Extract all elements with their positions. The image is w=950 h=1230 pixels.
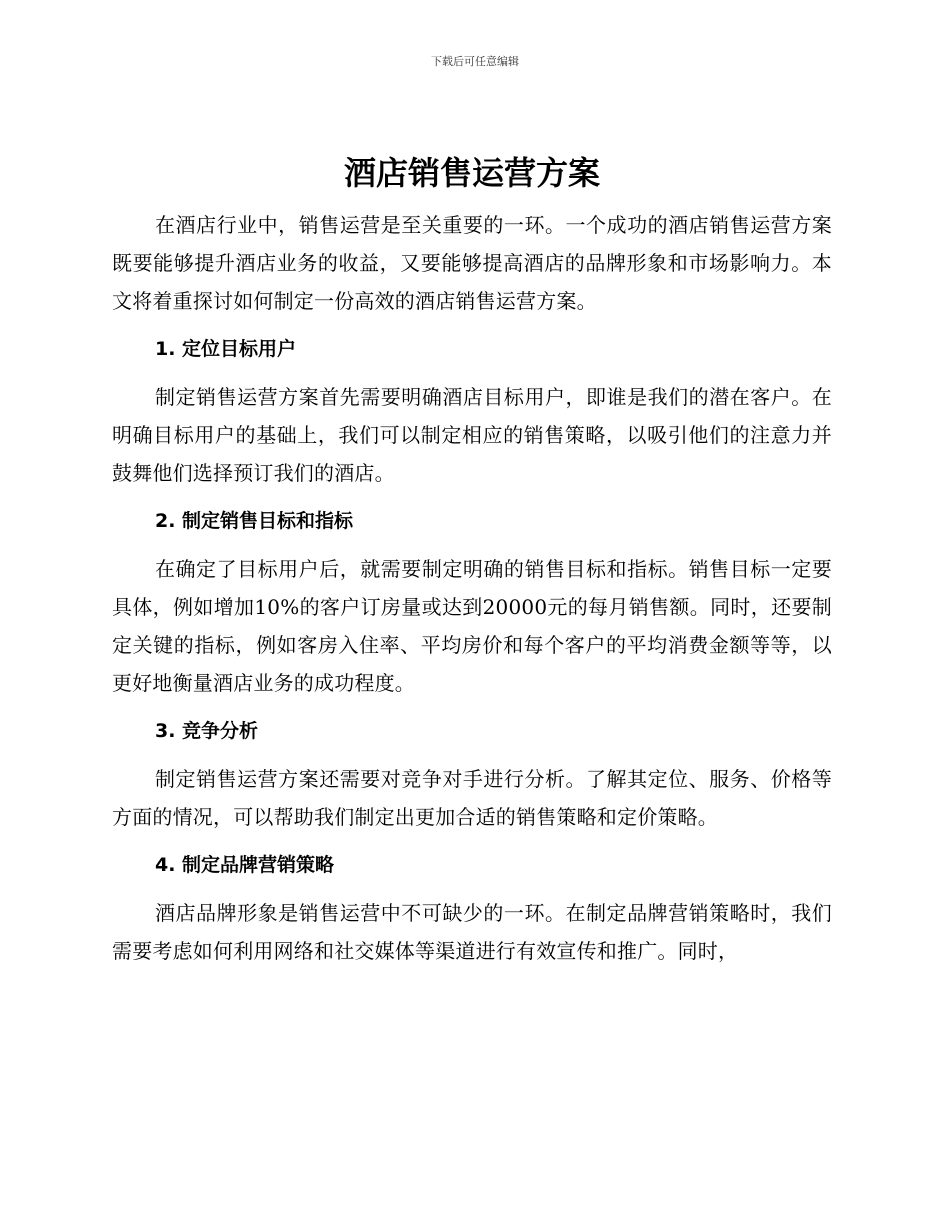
- section-paragraph-1: 制定销售运营方案首先需要明确酒店目标用户，即谁是我们的潜在客户。在明确目标用户的基础上，我们可以制定相应的销售策略，以吸引他们的注意力并鼓舞他们选择预订我们的酒店。: [112, 385, 832, 485]
- section-paragraph-2: 在确定了目标用户后，就需要制定明确的销售目标和指标。销售目标一定要具体，例如增加10%的客户订房量或达到20000元的每月销售额。同时，还要制定关键的指标，例如客房入住率、平均房价和每个客户的平均消费金额等等，以更好地衡量酒店业务的成功程度。: [112, 557, 832, 695]
- page-header-note: 下载后可任意编辑: [431, 55, 519, 68]
- section-heading-3: 3. 竞争分析: [155, 720, 259, 742]
- section-paragraph-3: 制定销售运营方案还需要对竞争对手进行分析。了解其定位、服务、价格等方面的情况，可以帮助我们制定出更加合适的销售策略和定价策略。: [112, 767, 832, 829]
- document-title: 酒店销售运营方案: [343, 154, 600, 192]
- intro-paragraph: 在酒店行业中，销售运营是至关重要的一环。一个成功的酒店销售运营方案既要能够提升酒店业务的收益，又要能够提高酒店的品牌形象和市场影响力。本文将着重探讨如何制定一份高效的酒店销售运营方案。: [112, 213, 832, 313]
- section-heading-4: 4. 制定品牌营销策略: [155, 854, 335, 876]
- document-body: [112, 150, 832, 970]
- section-heading-1: 1. 定位目标用户: [155, 338, 297, 360]
- section-heading-2: 2. 制定销售目标和指标: [155, 510, 354, 532]
- section-paragraph-4: 酒店品牌形象是销售运营中不可缺少的一环。在制定品牌营销策略时，我们需要考虑如何利用网络和社交媒体等渠道进行有效宣传和推广。同时，: [112, 901, 832, 963]
